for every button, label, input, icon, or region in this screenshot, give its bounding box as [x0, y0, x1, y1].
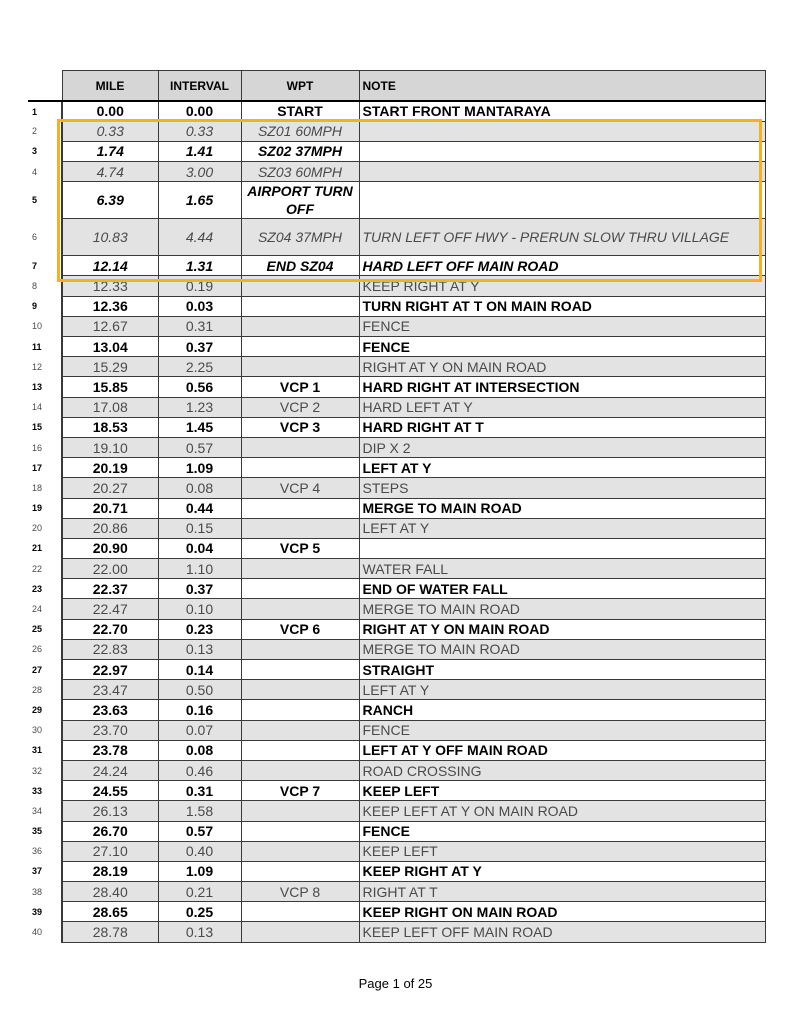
row-number: 1	[28, 101, 62, 121]
wpt-cell	[241, 498, 359, 518]
wpt-cell: END SZ04	[241, 256, 359, 276]
table-row	[28, 781, 765, 801]
interval-cell: 4.44	[158, 219, 241, 256]
table-row	[28, 256, 765, 276]
wpt-cell	[241, 296, 359, 316]
note-cell: HARD LEFT OFF MAIN ROAD	[359, 256, 765, 276]
table-row	[28, 902, 765, 922]
mile-cell: 27.10	[62, 841, 158, 861]
mile-cell: 20.19	[62, 458, 158, 478]
mile-cell: 20.71	[62, 498, 158, 518]
mile-cell: 0.00	[62, 101, 158, 121]
note-header: NOTE	[359, 71, 765, 102]
note-cell: KEEP RIGHT AT Y	[359, 276, 765, 296]
note-cell: FENCE	[359, 316, 765, 336]
note-cell: RANCH	[359, 700, 765, 720]
wpt-cell	[241, 518, 359, 538]
interval-cell: 0.57	[158, 821, 241, 841]
row-number: 3	[28, 141, 62, 161]
interval-cell: 0.13	[158, 639, 241, 659]
row-number: 39	[28, 902, 62, 922]
mile-cell: 22.37	[62, 579, 158, 599]
note-cell: FENCE	[359, 821, 765, 841]
wpt-cell	[241, 458, 359, 478]
roadbook-sheet	[28, 70, 766, 943]
row-number: 2	[28, 121, 62, 141]
table-row	[28, 316, 765, 336]
interval-cell: 0.15	[158, 518, 241, 538]
mile-cell: 20.86	[62, 518, 158, 538]
header-row	[28, 71, 765, 102]
interval-header: INTERVAL	[158, 71, 241, 102]
table-row	[28, 760, 765, 780]
interval-cell: 0.33	[158, 121, 241, 141]
interval-cell: 1.65	[158, 182, 241, 219]
table-row	[28, 219, 765, 256]
wpt-cell	[241, 437, 359, 457]
wpt-cell	[241, 337, 359, 357]
row-number: 30	[28, 720, 62, 740]
note-cell: LEFT AT Y	[359, 518, 765, 538]
interval-cell: 0.37	[158, 579, 241, 599]
note-cell: END OF WATER FALL	[359, 579, 765, 599]
note-cell: START FRONT MANTARAYA	[359, 101, 765, 121]
row-number: 18	[28, 478, 62, 498]
interval-cell: 0.44	[158, 498, 241, 518]
interval-cell: 1.31	[158, 256, 241, 276]
mile-cell: 22.70	[62, 619, 158, 639]
table-row	[28, 660, 765, 680]
note-cell: DIP X 2	[359, 437, 765, 457]
mile-cell: 20.27	[62, 478, 158, 498]
table-row	[28, 599, 765, 619]
row-number: 36	[28, 841, 62, 861]
wpt-cell: VCP 7	[241, 781, 359, 801]
row-number: 37	[28, 861, 62, 881]
interval-cell: 0.56	[158, 377, 241, 397]
mile-cell: 4.74	[62, 162, 158, 182]
note-cell: ROAD CROSSING	[359, 760, 765, 780]
row-number: 25	[28, 619, 62, 639]
interval-cell: 0.46	[158, 760, 241, 780]
note-cell: LEFT AT Y	[359, 458, 765, 478]
interval-cell: 1.09	[158, 861, 241, 881]
mile-cell: 28.78	[62, 922, 158, 942]
row-number: 38	[28, 882, 62, 902]
mile-cell: 1.74	[62, 141, 158, 161]
mile-cell: 15.29	[62, 357, 158, 377]
interval-cell: 0.37	[158, 337, 241, 357]
interval-cell: 0.13	[158, 922, 241, 942]
page-footer: Page 1 of 25	[358, 976, 433, 991]
wpt-cell: SZ04 37MPH	[241, 219, 359, 256]
row-number: 29	[28, 700, 62, 720]
wpt-cell	[241, 760, 359, 780]
row-number: 40	[28, 922, 62, 942]
wpt-cell: VCP 6	[241, 619, 359, 639]
mile-cell: 28.65	[62, 902, 158, 922]
mile-cell: 23.63	[62, 700, 158, 720]
row-number: 19	[28, 498, 62, 518]
wpt-cell: VCP 8	[241, 882, 359, 902]
mile-cell: 22.47	[62, 599, 158, 619]
table-body	[28, 101, 765, 942]
interval-cell: 0.03	[158, 296, 241, 316]
note-cell: FENCE	[359, 337, 765, 357]
table-row	[28, 182, 765, 219]
wpt-cell	[241, 700, 359, 720]
row-number: 26	[28, 639, 62, 659]
table-row	[28, 276, 765, 296]
note-cell	[359, 162, 765, 182]
table-row	[28, 498, 765, 518]
row-number: 31	[28, 740, 62, 760]
note-cell: KEEP LEFT	[359, 841, 765, 861]
note-cell: KEEP LEFT OFF MAIN ROAD	[359, 922, 765, 942]
wpt-cell: AIRPORT TURN OFF	[241, 182, 359, 219]
table-row	[28, 101, 765, 121]
wpt-cell	[241, 841, 359, 861]
interval-cell: 1.58	[158, 801, 241, 821]
mile-cell: 24.24	[62, 760, 158, 780]
table-row	[28, 397, 765, 417]
wpt-cell	[241, 357, 359, 377]
table-row	[28, 861, 765, 881]
mile-cell: 0.33	[62, 121, 158, 141]
note-cell	[359, 121, 765, 141]
row-number: 34	[28, 801, 62, 821]
mile-cell: 17.08	[62, 397, 158, 417]
wpt-cell	[241, 922, 359, 942]
wpt-cell	[241, 639, 359, 659]
row-number: 6	[28, 219, 62, 256]
row-number: 33	[28, 781, 62, 801]
interval-cell: 0.14	[158, 660, 241, 680]
mile-cell: 10.83	[62, 219, 158, 256]
wpt-cell	[241, 579, 359, 599]
note-cell: LEFT AT Y OFF MAIN ROAD	[359, 740, 765, 760]
interval-cell: 0.31	[158, 781, 241, 801]
row-number: 12	[28, 357, 62, 377]
wpt-cell: VCP 3	[241, 417, 359, 437]
note-cell: STEPS	[359, 478, 765, 498]
row-number: 4	[28, 162, 62, 182]
table-row	[28, 357, 765, 377]
interval-cell: 0.40	[158, 841, 241, 861]
table-row	[28, 639, 765, 659]
wpt-cell: SZ03 60MPH	[241, 162, 359, 182]
mile-cell: 23.47	[62, 680, 158, 700]
row-number: 8	[28, 276, 62, 296]
table-row	[28, 538, 765, 558]
note-cell: STRAIGHT	[359, 660, 765, 680]
row-number: 28	[28, 680, 62, 700]
interval-cell: 0.10	[158, 599, 241, 619]
note-cell: KEEP RIGHT ON MAIN ROAD	[359, 902, 765, 922]
wpt-cell: VCP 4	[241, 478, 359, 498]
interval-cell: 0.21	[158, 882, 241, 902]
note-cell: WATER FALL	[359, 559, 765, 579]
interval-cell: 0.16	[158, 700, 241, 720]
interval-cell: 0.23	[158, 619, 241, 639]
wpt-cell: VCP 5	[241, 538, 359, 558]
wpt-cell	[241, 276, 359, 296]
interval-cell: 2.25	[158, 357, 241, 377]
table-row	[28, 801, 765, 821]
row-number: 9	[28, 296, 62, 316]
mile-cell: 22.97	[62, 660, 158, 680]
wpt-cell: SZ02 37MPH	[241, 141, 359, 161]
interval-cell: 0.08	[158, 478, 241, 498]
wpt-cell: VCP 2	[241, 397, 359, 417]
note-cell: LEFT AT Y	[359, 680, 765, 700]
table-row	[28, 121, 765, 141]
mile-cell: 6.39	[62, 182, 158, 219]
note-cell	[359, 141, 765, 161]
wpt-cell	[241, 821, 359, 841]
note-cell: TURN LEFT OFF HWY - PRERUN SLOW THRU VILLAGE	[359, 219, 765, 256]
row-number: 7	[28, 256, 62, 276]
table-row	[28, 478, 765, 498]
wpt-cell	[241, 801, 359, 821]
row-number: 14	[28, 397, 62, 417]
row-number: 5	[28, 182, 62, 219]
wpt-cell	[241, 316, 359, 336]
interval-cell: 3.00	[158, 162, 241, 182]
wpt-cell	[241, 740, 359, 760]
mile-cell: 28.19	[62, 861, 158, 881]
note-cell: MERGE TO MAIN ROAD	[359, 498, 765, 518]
mile-cell: 13.04	[62, 337, 158, 357]
row-number: 10	[28, 316, 62, 336]
row-number: 21	[28, 538, 62, 558]
table-row	[28, 619, 765, 639]
interval-cell: 0.00	[158, 101, 241, 121]
note-cell	[359, 182, 765, 219]
table-row	[28, 579, 765, 599]
mile-cell: 12.36	[62, 296, 158, 316]
wpt-cell: START	[241, 101, 359, 121]
row-number: 17	[28, 458, 62, 478]
mile-cell: 12.33	[62, 276, 158, 296]
note-cell: RIGHT AT Y ON MAIN ROAD	[359, 357, 765, 377]
interval-cell: 1.23	[158, 397, 241, 417]
row-number: 13	[28, 377, 62, 397]
table-row	[28, 720, 765, 740]
wpt-cell	[241, 559, 359, 579]
note-cell: TURN RIGHT AT T ON MAIN ROAD	[359, 296, 765, 316]
note-cell: RIGHT AT Y ON MAIN ROAD	[359, 619, 765, 639]
row-number: 20	[28, 518, 62, 538]
table-row	[28, 559, 765, 579]
row-number: 22	[28, 559, 62, 579]
mile-cell: 15.85	[62, 377, 158, 397]
table-row	[28, 417, 765, 437]
mile-cell: 22.00	[62, 559, 158, 579]
interval-cell: 0.50	[158, 680, 241, 700]
wpt-cell	[241, 680, 359, 700]
mile-cell: 22.83	[62, 639, 158, 659]
interval-cell: 0.08	[158, 740, 241, 760]
note-cell: FENCE	[359, 720, 765, 740]
table-row	[28, 882, 765, 902]
note-cell: MERGE TO MAIN ROAD	[359, 599, 765, 619]
table-row	[28, 458, 765, 478]
row-number: 24	[28, 599, 62, 619]
table-row	[28, 841, 765, 861]
roadbook-table	[28, 70, 766, 943]
wpt-cell: VCP 1	[241, 377, 359, 397]
wpt-header: WPT	[241, 71, 359, 102]
table-row	[28, 740, 765, 760]
note-cell: RIGHT AT T	[359, 882, 765, 902]
row-number: 16	[28, 437, 62, 457]
mile-cell: 26.70	[62, 821, 158, 841]
note-cell: KEEP RIGHT AT Y	[359, 861, 765, 881]
interval-cell: 0.19	[158, 276, 241, 296]
table-row	[28, 922, 765, 942]
interval-cell: 1.45	[158, 417, 241, 437]
interval-cell: 0.07	[158, 720, 241, 740]
table-row	[28, 162, 765, 182]
row-number-header	[28, 71, 62, 102]
table-row	[28, 296, 765, 316]
note-cell: HARD LEFT AT Y	[359, 397, 765, 417]
mile-cell: 23.78	[62, 740, 158, 760]
row-number: 15	[28, 417, 62, 437]
mile-cell: 20.90	[62, 538, 158, 558]
wpt-cell: SZ01 60MPH	[241, 121, 359, 141]
mile-cell: 12.14	[62, 256, 158, 276]
mile-cell: 26.13	[62, 801, 158, 821]
mile-cell: 12.67	[62, 316, 158, 336]
interval-cell: 0.04	[158, 538, 241, 558]
wpt-cell	[241, 902, 359, 922]
wpt-cell	[241, 599, 359, 619]
note-cell: MERGE TO MAIN ROAD	[359, 639, 765, 659]
row-number: 32	[28, 760, 62, 780]
table-row	[28, 518, 765, 538]
interval-cell: 0.25	[158, 902, 241, 922]
table-row	[28, 821, 765, 841]
mile-cell: 18.53	[62, 417, 158, 437]
row-number: 27	[28, 660, 62, 680]
note-cell: KEEP LEFT	[359, 781, 765, 801]
mile-cell: 19.10	[62, 437, 158, 457]
note-cell	[359, 538, 765, 558]
interval-cell: 1.10	[158, 559, 241, 579]
interval-cell: 0.31	[158, 316, 241, 336]
wpt-cell	[241, 861, 359, 881]
table-row	[28, 141, 765, 161]
row-number: 23	[28, 579, 62, 599]
wpt-cell	[241, 660, 359, 680]
mile-cell: 28.40	[62, 882, 158, 902]
mile-cell: 24.55	[62, 781, 158, 801]
note-cell: HARD RIGHT AT T	[359, 417, 765, 437]
table-row	[28, 680, 765, 700]
table-row	[28, 337, 765, 357]
interval-cell: 1.09	[158, 458, 241, 478]
table-row	[28, 377, 765, 397]
row-number: 11	[28, 337, 62, 357]
wpt-cell	[241, 720, 359, 740]
mile-cell: 23.70	[62, 720, 158, 740]
note-cell: HARD RIGHT AT INTERSECTION	[359, 377, 765, 397]
row-number: 35	[28, 821, 62, 841]
mile-header: MILE	[62, 71, 158, 102]
table-row	[28, 700, 765, 720]
table-row	[28, 437, 765, 457]
note-cell: KEEP LEFT AT Y ON MAIN ROAD	[359, 801, 765, 821]
interval-cell: 0.57	[158, 437, 241, 457]
interval-cell: 1.41	[158, 141, 241, 161]
